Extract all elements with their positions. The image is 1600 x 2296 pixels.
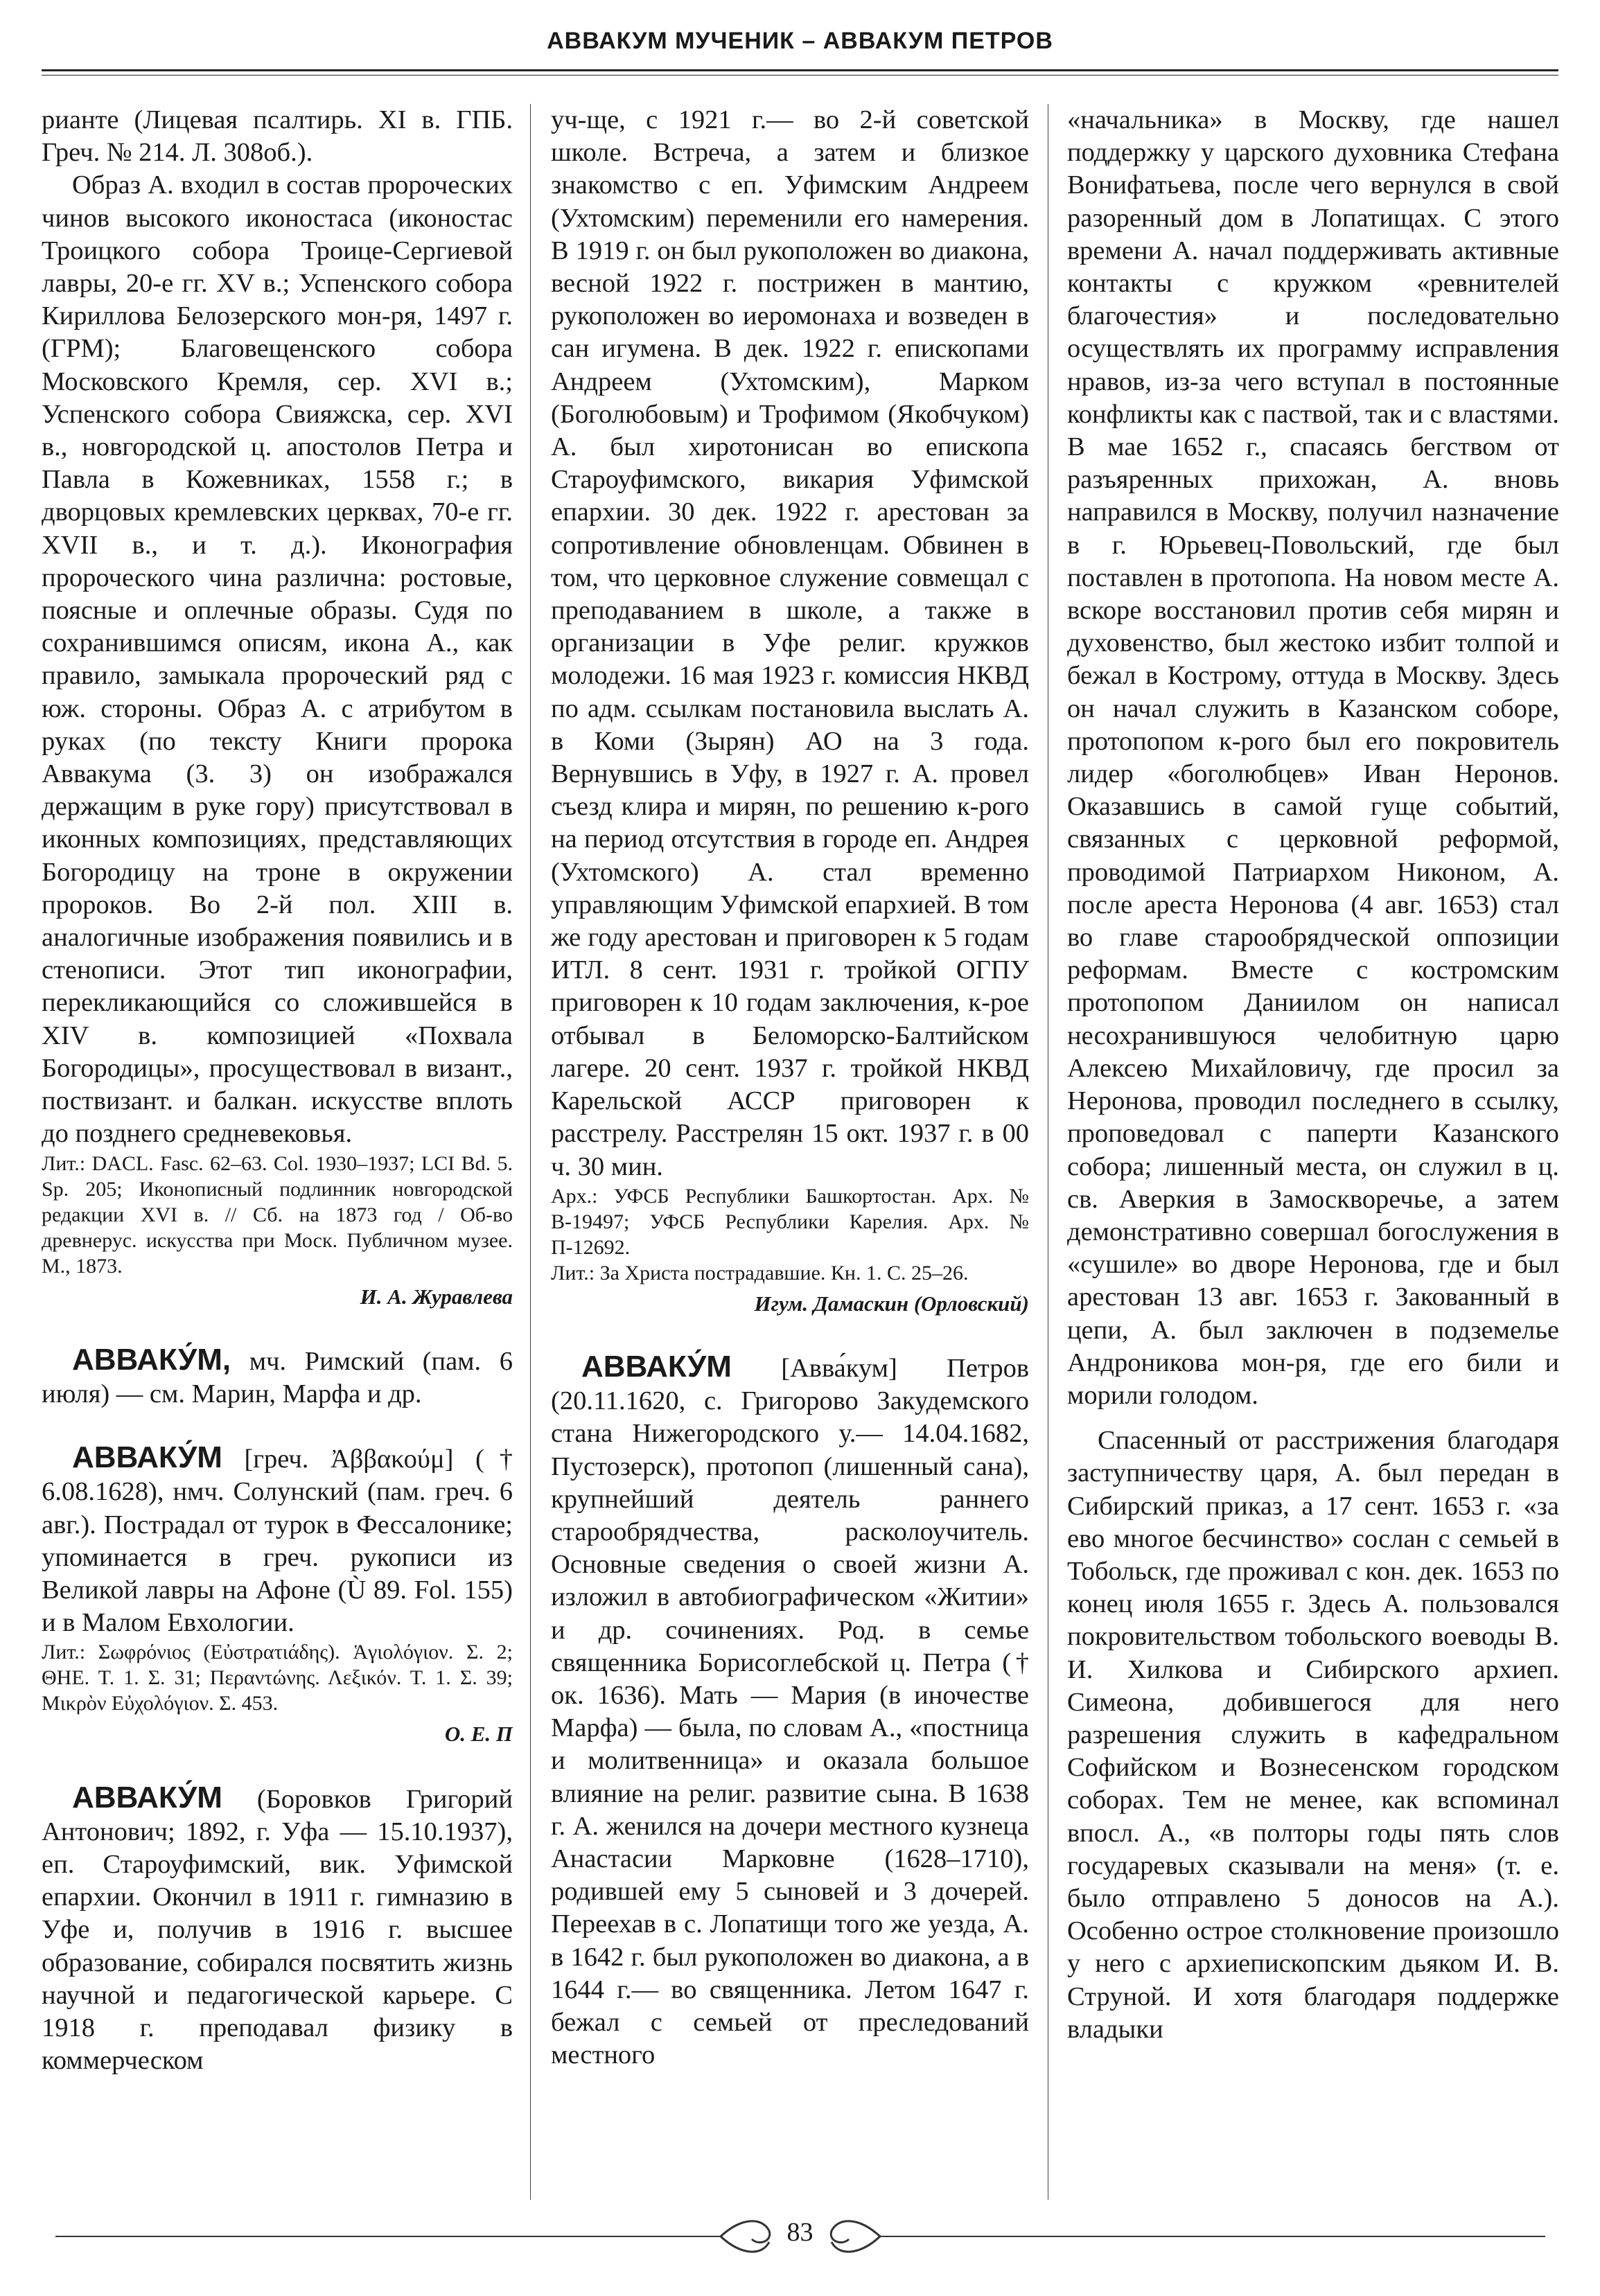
author-signature: О. Е. П [444, 1722, 513, 1747]
paragraph: «начальника» в Москву, где нашел поддержку у царского духовника Стефана Вонифатьева, после чего вернулся в свой разоренный дом в Лопатищах. С этого времени А. начал поддерживать активные контакты с кружком «ревнителей благочестия» и последовательно осуществлять их программу исправления нравов, из-за чего вступал в постоянные конфликты как с паствой, так и с властями. В мае 1652 г., спасаясь бегством от разъяренных прихожан, А. вновь направился в Москву, получил назначение в г. Юрьевец-Повольский, где был поставлен в протопопа. На новом месте А. вскоре восстановил против себя мирян и духовенство, был жестоко избит толпой и бежал в Кострому, оттуда в Москву. Здесь он начал служить в Казанском соборе, протопопом к-рого был его покровитель лидер «боголюбцев» Иван Неронов. Оказавшись в самой гуще событий, связанных с церковной реформой, проводимой Патриархом Никоном, А. после ареста Неронова (4 авг. 1653) стал во главе старообрядческой оппозиции реформам. Вместе с костромским протопопом Даниилом он написал несохранившуюся челобитную царю Алексею Михайловичу, где просил за Неронова, проводил последнего в ссылку, проповедовал с паперти Казанского собора; лишенный места, он служил в ц. св. Аверкия в Замоскворечье, а затем демонстративно совершал богослужения в «сушиле» во дворе Неронова, где и был арестован 13 авг. 1653 г. Закованный в цепи, А. был заключен в подземелье Андроникова мон-ря, где его били и морили голодом. [1067, 105, 1559, 1410]
entry-headword: АВВАКУ́М [72, 1440, 222, 1475]
literature-note: Лит.: За Христа пострадавшие. Кн. 1. С. 25–26. [551, 1261, 969, 1284]
entry-text: [Авва́кум] Петров (20.11.1620, с. Григорово Закудемского стана Нижегородского у.— 14.04.1682, Пустозерск), протопоп (лишенный сана), крупнейший деятель раннего старообрядчества, расколоучитель. Основные сведения о своей жизни А. изложил в автобиографическом «Житии» и др. сочинениях. Род. в семье священника Борисоглебской ц. Петра († ок. 1636). Мать — Мария (в иночестве Марфа) — была, по словам А., «постница и молитвенница» и оказала большое влияние на религ. развитие сына. В 1638 г. А. женился на дочери местного кузнеца Анастасии Марковне (1628–1710), родившей ему 5 сыновей и 3 дочерей. Переехав в с. Лопатищи того же уезда, А. в 1642 г. был рукоположен во диакона, а в 1644 г.— во священника. Летом 1647 г. бежал с семьей от преследований местного [551, 1353, 1029, 2070]
page-number: 83 [786, 2218, 814, 2247]
author-signature: И. А. Журавлева [360, 1284, 513, 1309]
archive-note: Арх.: УФСБ Республики Башкортостан. Арх. № В-19497; УФСБ Республики Карелия. Арх. № П-12692. [551, 1184, 1029, 1259]
entry-headword: АВВАКУ́М, [72, 1342, 231, 1377]
author-signature: Игум. Дамаскин (Орловский) [754, 1291, 1029, 1316]
column-2 [551, 104, 1029, 2200]
paragraph: Спасенный от расстрижения благодаря заступничеству царя, А. был передан в Сибирский приказ, а 17 сент. 1653 г. «за ево многое бесчинство» сослан с семьей в Тобольск, где проживал с кон. дек. 1653 по конец июля 1655 г. Здесь А. пользовался покровительством тобольского воеводы В. И. Хилкова и Сибирского архиеп. Симеона, добившегося для него разрешения служить в кафедральном Софийском и Вознесенском городском соборах. Тем не менее, как вспоминал впосл. А., «в полторы годы пять слов государевых сказывали на меня» (т. е. было отправлено 5 доносов на А.). Особенно острое столкновение произошло у него с архиепископским дьяком И. В. Струной. И хотя благодаря поддержке владыки [1067, 1426, 1559, 2044]
column-rule [530, 104, 531, 2200]
column-3 [1067, 104, 1559, 2200]
column-1 [42, 104, 513, 2200]
entry-headword: АВВАКУ́М [581, 1349, 732, 1384]
entry-abbakum-petrov [551, 1350, 1029, 2072]
paragraph: уч-ще, с 1921 г.— во 2-й советской школе. Встреча, а затем и близкое знакомство с еп. Уфимским Андреем (Ухтомским) переменили его намерения. В 1919 г. он был рукоположен во диакона, весной 1922 г. пострижен в мантию, рукоположен во иеромонаха и возведен в сан игумена. В дек. 1922 г. епископами Андреем (Ухтомским), Марком (Боголюбовым) и Трофимом (Якобчуком) А. был хиротонисан во епископа Староуфимского, викария Уфимской епархии. 30 дек. 1922 г. арестован за сопротивление обновленцам. Обвинен в том, что церковное служение совмещал с преподаванием в школе, а также в организации в Уфе религ. кружков молодежи. 16 мая 1923 г. комиссия НКВД по адм. ссылкам постановила выслать А. в Коми (Зырян) АО на 3 года. Вернувшись в Уфу, в 1927 г. А. провел съезд клира и мирян, по решению к-рого на период отсутствия в городе еп. Андрея (Ухтомского) А. стал временно управляющим Уфимской епархией. В том же году арестован и приговорен к 5 годам ИТЛ. 8 сент. 1931 г. тройкой ОГПУ приговорен к 10 годам заключения, к-рое отбывал в Беломорско-Балтийском лагере. 20 сент. 1937 г. тройкой НКВД Карельской АССР приговорен к расстрелу. Расстрелян 15 окт. 1937 г. в 00 ч. 30 мин. [551, 105, 1029, 1181]
paragraph: рианте (Лицевая псалтирь. XI в. ГПБ. Греч. № 214. Л. 308об.). [42, 105, 513, 168]
entry-text: мч. Римский (пам. 6 июля) — см. Марин, Марфа и др. [42, 1346, 513, 1408]
entry-headword: АВВАКУ́М [72, 1780, 222, 1814]
running-head: АВВАКУМ МУЧЕНИК – АВВАКУМ ПЕТРОВ [547, 28, 1053, 54]
entry-abbakum-roman [42, 1343, 513, 1411]
paragraph: Образ А. входил в состав пророческих чинов высокого иконостаса (иконостас Троицкого собора Троице-Сергиевой лавры, 20-е гг. XV в.; Успенского собора Кириллова Белозерского мон-ря, 1497 г. (ГРМ); Благовещенского собора Московского Кремля, сер. XVI в.; Успенского собора Свияжска, сер. XVI в., новгородской ц. апостолов Петра и Павла в Кожевниках, 1558 г.; в дворцовых кремлевских церквах, 70-е гг. XVII в., и т. д.). Иконография пророческого чина различна: ростовые, поясные и оплечные образы. Судя по сохранившимся описям, икона А., как правило, замыкала пророческий ряд с юж. стороны. Образ А. с атрибутом в руках (по тексту Книги пророка Аввакума (3. 3) он изображался держащим в руке гору) присутствовал в иконных композициях, представляющих Богородицу на троне в окружении пророков. Во 2-й пол. XIII в. аналогичные изображения появились и в стенописи. Этот тип иконографии, перекликающийся со сложившейся в XIV в. композицией «Похвала Богородицы», просуществовал в визант., поствизант. и балкан. искусстве вплоть до позднего средневековья. [42, 170, 513, 1149]
entry-text: (Боровков Григорий Антонович; 1892, г. Уфа — 15.10.1937), еп. Староуфимский, вик. Уфимской епархии. Окончил в 1911 г. гимназию в Уфе и, получив в 1916 г. высшее образование, собирался посвятить жизнь научной и педагогической карьере. С 1918 г. преподавал физику в коммерческом [42, 1784, 513, 2076]
literature-note: Лит.: DACL. Fasc. 62–63. Col. 1930–1937; LCI Bd. 5. Sp. 205; Иконописный подлинник новгородской редакции XVI в. // Сб. на 1873 год / Об-во древнерус. искусства при Моск. Публичном музее. М., 1873. [42, 1151, 513, 1278]
entry-abbakum-solunsky [42, 1441, 513, 1639]
literature-note: Лит.: Σωφρόνιος (Εὐστρατιάδης). Ἁγιολόγιον. Σ. 2; ΘΗΕ. Τ. 1. Σ. 31; Περαντώνης. Λεξικόν. Τ. 1. Σ. 39; Μικρὸν Εὐχολόγιον. Σ. 453. [42, 1641, 513, 1715]
header-rule [42, 69, 1558, 79]
entry-text: [греч. Ἀββακούμ] († 6.08.1628), нмч. Солунский (пам. греч. 6 авг.). Пострадал от турок в Фессалонике; упоминается в греч. рукописи из Великой лавры на Афоне (Ù 89. Fol. 155) и в Малом Евхологии. [42, 1445, 513, 1638]
entry-abbakum-borovkov [42, 1781, 513, 2078]
